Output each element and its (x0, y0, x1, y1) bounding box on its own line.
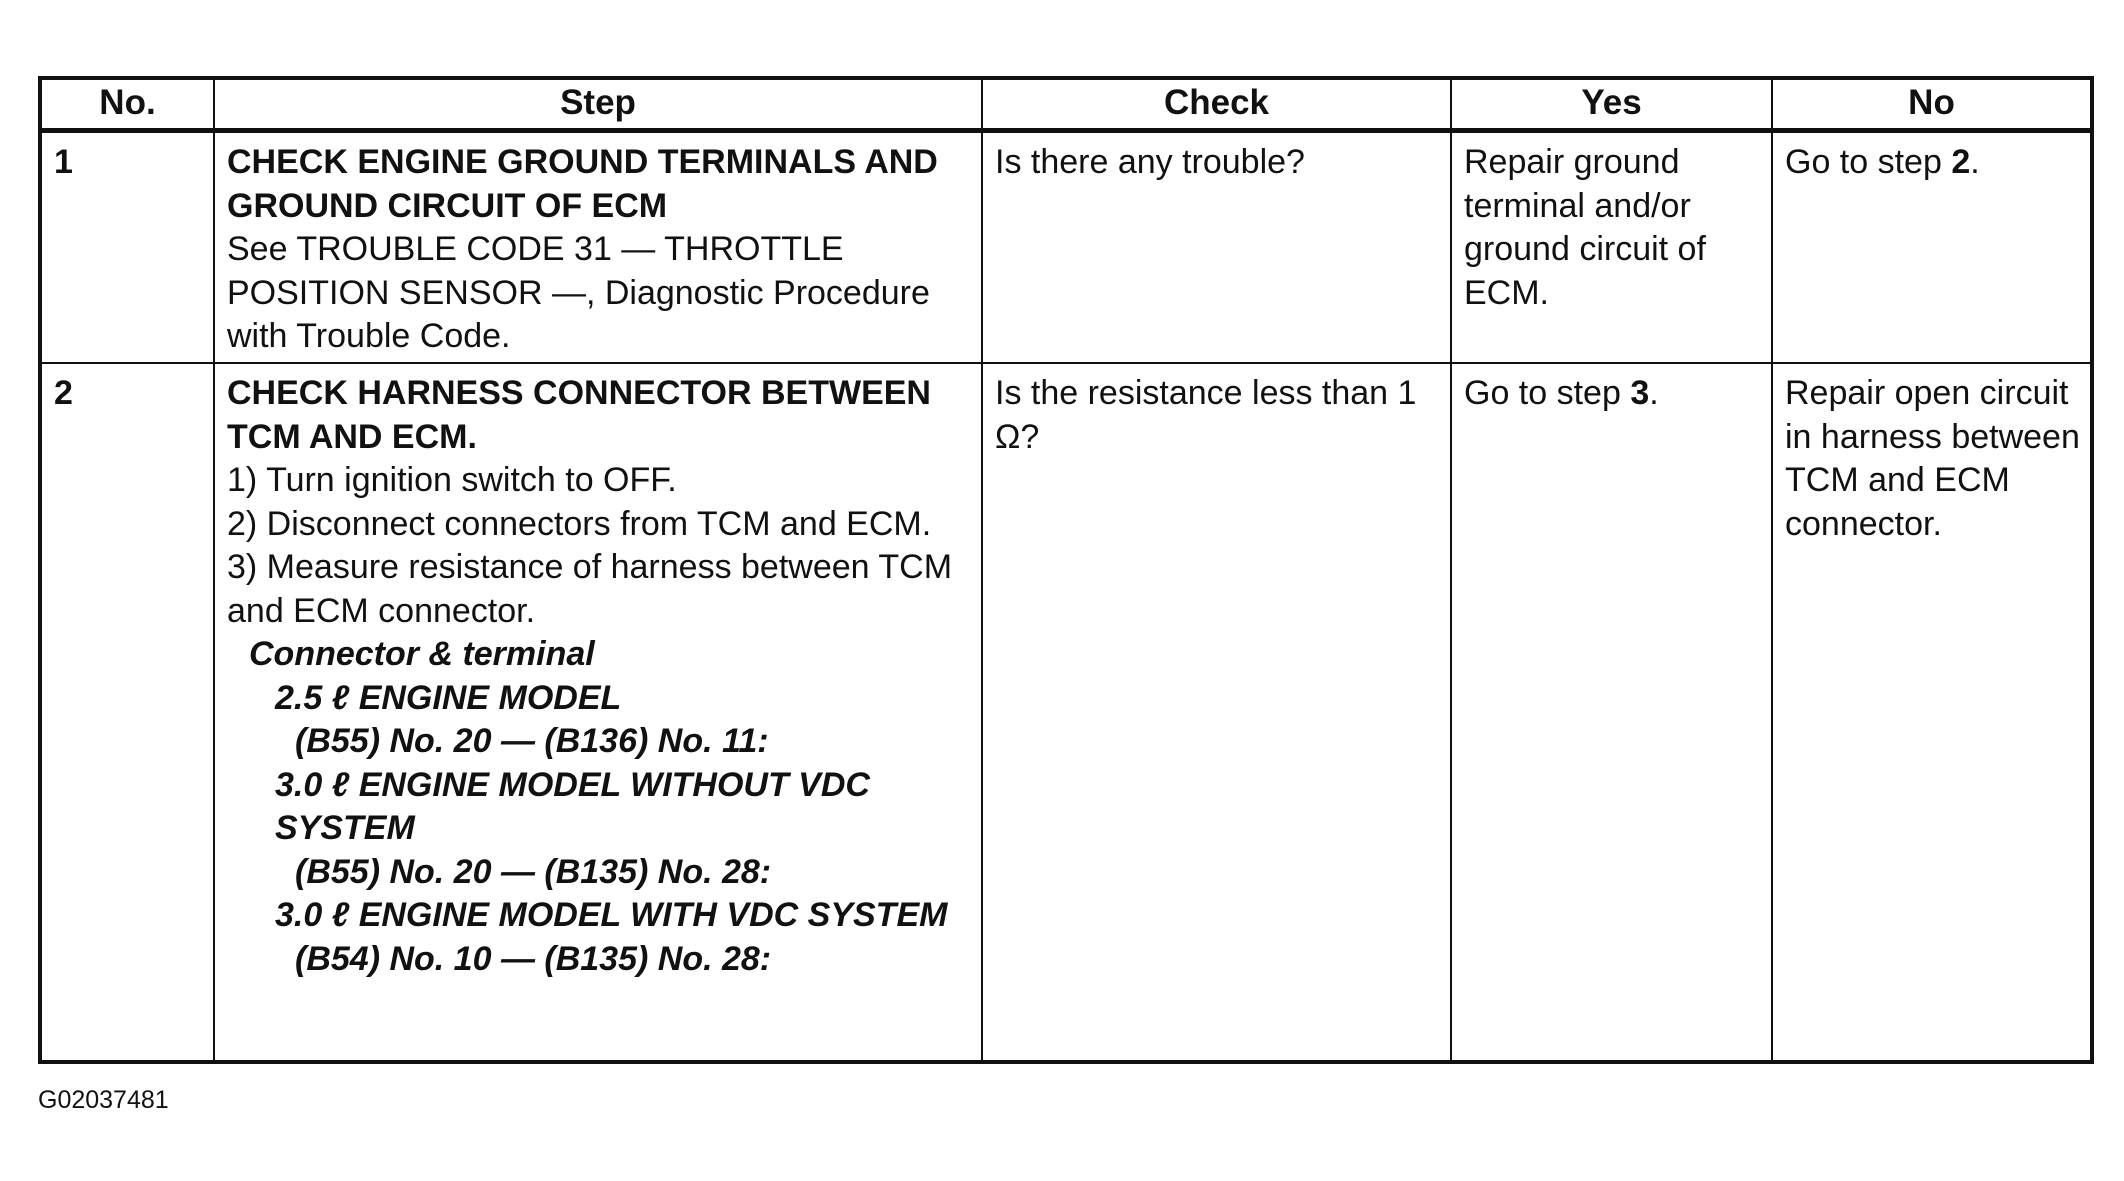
engine-model-label: 3.0 ℓ ENGINE MODEL WITHOUT VDC SYSTEM (275, 765, 870, 847)
no-cell (1772, 131, 2090, 364)
header-step: Step (214, 80, 982, 131)
step-text: See TROUBLE CODE 31 — THROTTLE POSITION SENSOR —, Diagnostic Procedure with Trouble Code. (227, 230, 930, 355)
terminal-spec: (B54) No. 10 — (B135) No. 28: (295, 939, 772, 978)
row-number: 2 (42, 363, 214, 1060)
figure-id: G02037481 (38, 1086, 169, 1114)
step-ref: 2 (1951, 143, 1971, 181)
step-item: 2) Disconnect connectors from TCM and ECM. (227, 504, 932, 543)
connector-heading: Connector & terminal (249, 635, 595, 673)
no-prefix: Go to step (1785, 143, 1952, 181)
step-title: CHECK HARNESS CONNECTOR BETWEEN TCM AND ECM. (227, 374, 931, 456)
header-yes: Yes (1451, 80, 1772, 131)
terminal-spec: (B55) No. 20 — (B135) No. 28: (295, 852, 772, 891)
terminal-spec: (B55) No. 20 — (B136) No. 11: (295, 722, 769, 760)
yes-cell: Repair ground terminal and/or ground circuit of ECM. (1451, 131, 1772, 364)
step-title: CHECK ENGINE GROUND TERMINALS AND GROUND CIRCUIT OF ECM (227, 143, 938, 225)
check-cell: Is there any trouble? (982, 131, 1451, 364)
yes-cell (1451, 363, 1772, 1060)
header-no-result: No (1772, 80, 2090, 131)
engine-model-label: 2.5 ℓ ENGINE MODEL (275, 678, 622, 717)
yes-suffix: . (1649, 374, 1659, 412)
no-suffix: . (1970, 143, 1980, 181)
engine-model-label: 3.0 ℓ ENGINE MODEL WITH VDC SYSTEM (275, 896, 948, 934)
step-cell (214, 131, 982, 364)
check-cell: Is the resistance less than 1 Ω? (982, 363, 1451, 1060)
table-row (42, 131, 2090, 364)
step-item: 3) Measure resistance of harness between TCM and ECM connector. (227, 548, 953, 630)
no-cell: Repair open circuit in harness between TCM and ECM connector. (1772, 363, 2090, 1060)
yes-prefix: Go to step (1464, 374, 1631, 412)
diagnostic-table (42, 80, 2090, 1060)
header-check: Check (982, 80, 1451, 131)
step-cell (214, 363, 982, 1060)
header-no: No. (42, 80, 214, 131)
table-row (42, 363, 2090, 1060)
step-ref: 3 (1630, 374, 1650, 412)
row-number: 1 (42, 131, 214, 364)
diagnostic-table-frame (38, 76, 2094, 1064)
header-row (42, 80, 2090, 131)
step-item: 1) Turn ignition switch to OFF. (227, 461, 677, 499)
